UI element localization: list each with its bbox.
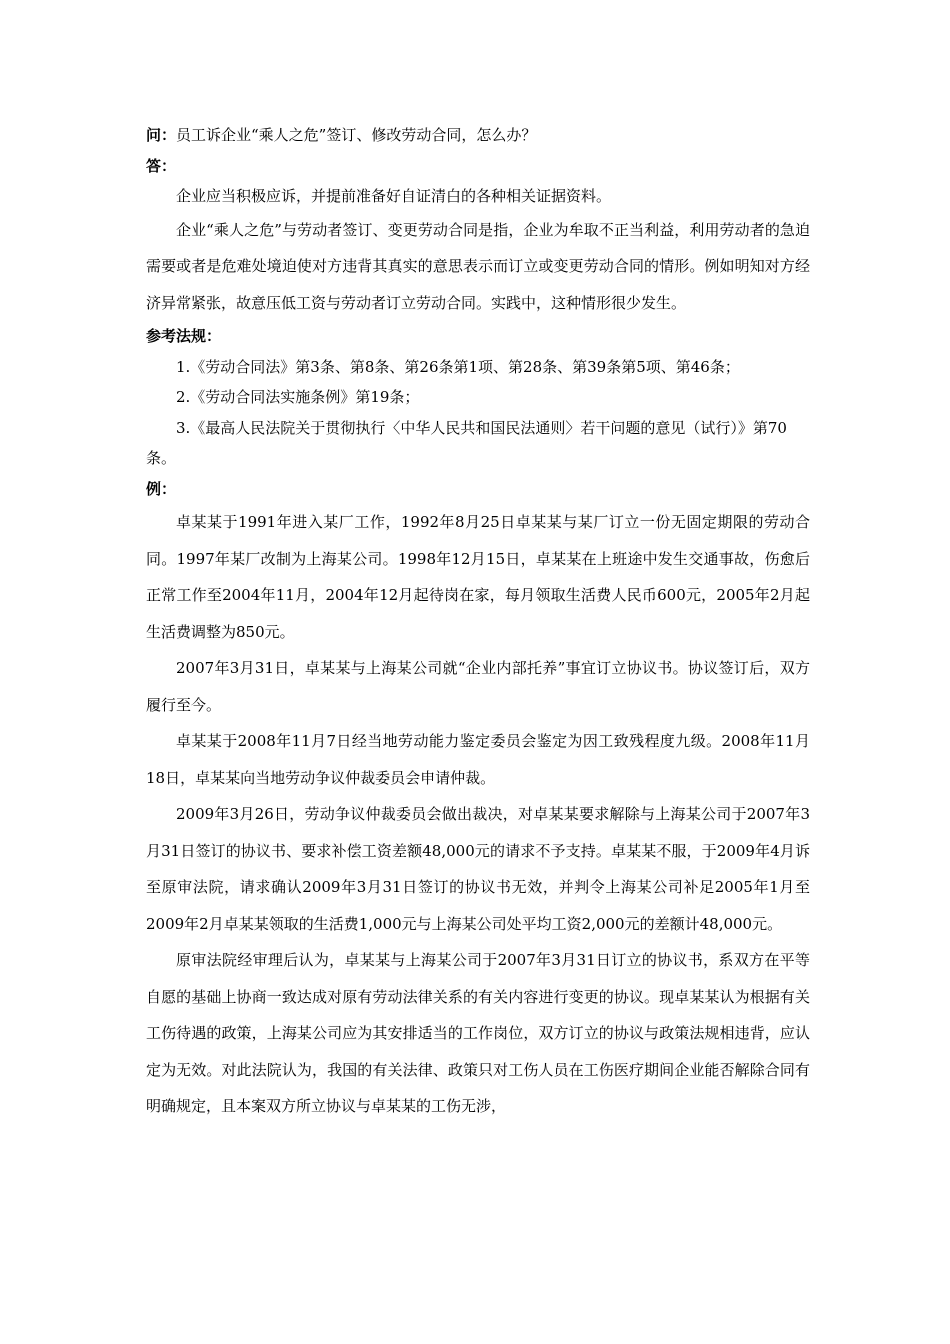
reference-item-2: 2.《劳动合同法实施条例》第19条； (176, 388, 420, 406)
example-paragraph-3: 卓某某于2008年11月7日经当地劳动能力鉴定委员会鉴定为因工致残程度九级。2008年11月18日，卓某某向当地劳动争议仲裁委员会申请仲裁。 (146, 732, 810, 787)
question-label: 问： (146, 126, 177, 144)
example-paragraph-2: 2007年3月31日，卓某某与上海某公司就“企业内部托养”事宜订立协议书。协议签订后，双方履行至今。 (146, 659, 810, 714)
answer-heading (146, 151, 810, 182)
example-paragraph-1: 卓某某于1991年进入某厂工作，1992年8月25日卓某某与某厂订立一份无固定期限的劳动合同。1997年某厂改制为上海某公司。1998年12月15日，卓某某在上班途中发生交通事故，伤愈后正常工作至2004年11月，2004年12月起待岗在家，每月领取生活费人民币600元，2005年2月起生活费调整为850元。 (146, 513, 810, 641)
example-paragraph-4: 2009年3月26日，劳动争议仲裁委员会做出裁决，对卓某某要求解除与上海某公司于2007年3月31日签订的协议书、要求补偿工资差额48,000元的请求不予支持。卓某某不服，于2009年4月诉至原审法院，请求确认2009年3月31日签订的协议书无效，并判令上海某公司补足2005年1月至2009年2月卓某某领取的生活费1,000元与上海某公司处平均工资2,000元的差额计48,000元。 (146, 805, 810, 933)
reference-item-3: 3.《最高人民法院关于贯彻执行〈中华人民共和国民法通则〉若干问题的意见（试行）》第70条。 (146, 418, 787, 467)
references-heading (146, 321, 810, 352)
example-paragraph-5: 原审法院经审理后认为，卓某某与上海某公司于2007年3月31日订立的协议书，系双方在平等自愿的基础上协商一致达成对原有劳动法律关系的有关内容进行变更的协议。现卓某某认为根据有关工伤待遇的政策，上海某公司应为其安排适当的工作岗位，双方订立的协议与政策法规相违背，应认定为无效。对此法院认为，我国的有关法律、政策只对工伤人员在工伤医疗期间企业能否解除合同有明确规定，且本案双方所立协议与卓某某的工伤无涉， (146, 951, 810, 1115)
question-text: 员工诉企业“乘人之危”签订、修改劳动合同，怎么办？ (176, 126, 537, 144)
answer-paragraph-1: 企业应当积极应诉，并提前准备好自证清白的各种相关证据资料。 (176, 187, 612, 205)
example-heading (146, 474, 810, 505)
example-label: 例： (146, 479, 177, 498)
reference-item-1: 1.《劳动合同法》第3条、第8条、第26条第1项、第28条、第39条第5项、第46条； (176, 357, 740, 376)
question-line (146, 120, 810, 151)
answer-paragraph-2: 企业“乘人之危”与劳动者签订、变更劳动合同是指，企业为牟取不正当利益，利用劳动者的急迫需要或者是危难处境迫使对方违背其真实的意思表示而订立或变更劳动合同的情形。例如明知对方经济异常紧张，故意压低工资与劳动者订立劳动合同。实践中，这种情形很少发生。 (146, 220, 810, 312)
answer-label: 答： (146, 156, 177, 175)
references-label: 参考法规： (146, 327, 222, 345)
document-page (146, 120, 810, 1125)
